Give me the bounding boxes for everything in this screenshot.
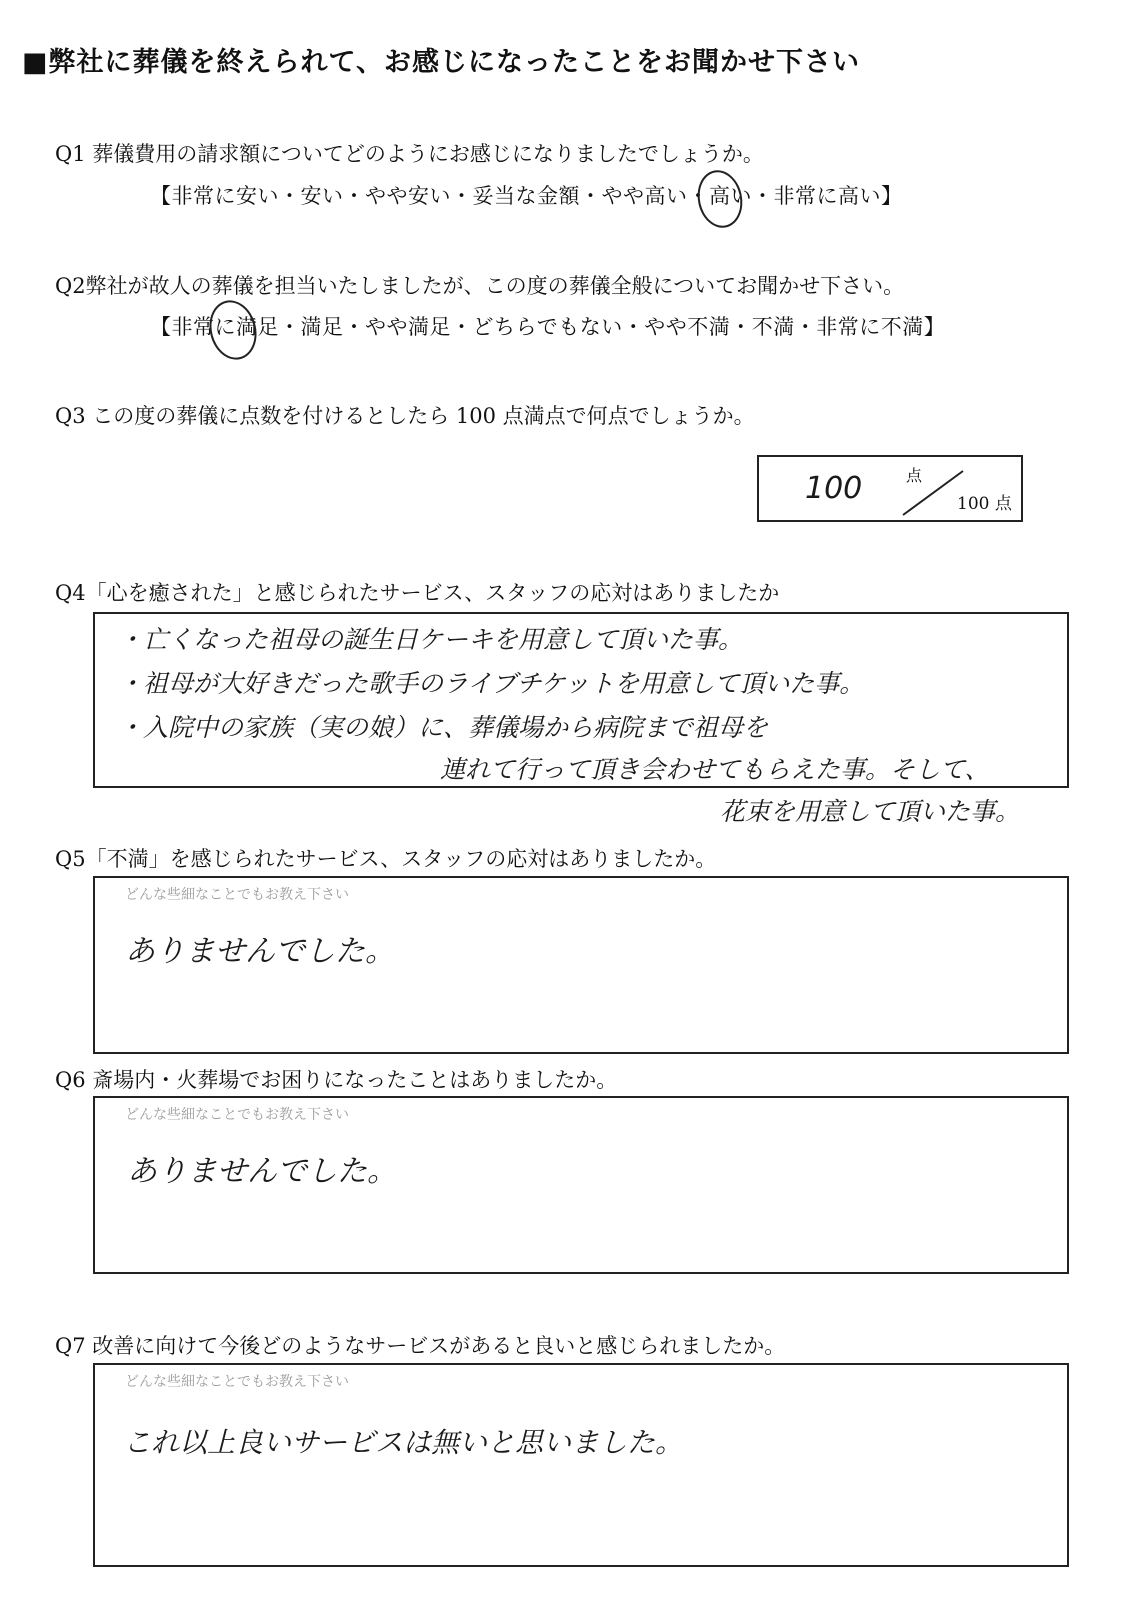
q1-question: Q1 葬儀費用の請求額についてどのようにお感じになりましたでしょうか。 — [55, 142, 764, 166]
q2-selection-circle — [203, 295, 263, 365]
q5-answer-box — [93, 876, 1069, 1054]
score-box — [757, 455, 1023, 522]
q7-answer: これ以上良いサービスは無いと思いました。 — [123, 1426, 684, 1459]
score-max: 100 点 — [957, 494, 1012, 514]
q5-hint: どんな些細なことでもお教え下さい — [125, 887, 349, 903]
q6-hint: どんな些細なことでもお教え下さい — [125, 1107, 349, 1123]
q7-question: Q7 改善に向けて今後どのようなサービスがあると良いと感じられましたか。 — [55, 1334, 786, 1358]
q3-question: Q3 この度の葬儀に点数を付けるとしたら 100 点満点で何点でしょうか。 — [55, 404, 755, 428]
q4-question: Q4「心を癒された」と感じられたサービス、スタッフの応対はありましたか — [55, 581, 780, 605]
score-value: 100 — [805, 471, 863, 506]
q1-options: 【非常に安い・安い・やや安い・妥当な金額・やや高い・高い・非常に高い】 — [150, 184, 903, 208]
q6-question: Q6 斎場内・火葬場でお困りになったことはありましたか。 — [55, 1068, 618, 1092]
q6-answer: ありませんでした。 — [127, 1154, 397, 1189]
q2-options: 【非常に満足・満足・やや満足・どちらでもない・やや不満・不満・非常に不満】 — [150, 315, 946, 339]
q2-question: Q2弊社が故人の葬儀を担当いたしましたが、この度の葬儀全般についてお聞かせ下さい。 — [55, 274, 905, 298]
q4-line-1: ・亡くなった祖母の誕生日ケーキを用意して頂いた事。 — [118, 625, 744, 654]
q7-hint: どんな些細なことでもお教え下さい — [125, 1374, 349, 1390]
q4-line-4: 連れて行って頂き会わせてもらえた事。そして、 — [440, 755, 990, 784]
q6-answer-box — [93, 1096, 1069, 1274]
q4-line-3: ・入院中の家族（実の娘）に、葬儀場から病院まで祖母を — [118, 713, 769, 742]
q5-question: Q5「不満」を感じられたサービス、スタッフの応対はありましたか。 — [55, 847, 717, 871]
q7-answer-box — [93, 1363, 1069, 1567]
q4-line-2: ・祖母が大好きだった歌手のライブチケットを用意して頂いた事。 — [118, 669, 865, 698]
q4-line-5: 花束を用意して頂いた事。 — [720, 797, 1021, 826]
q5-answer: ありませんでした。 — [125, 934, 395, 969]
page-title: ■弊社に葬儀を終えられて、お感じになったことをお聞かせ下さい — [22, 47, 860, 78]
q1-selection-circle — [692, 166, 747, 232]
score-unit: 点 — [906, 466, 923, 485]
